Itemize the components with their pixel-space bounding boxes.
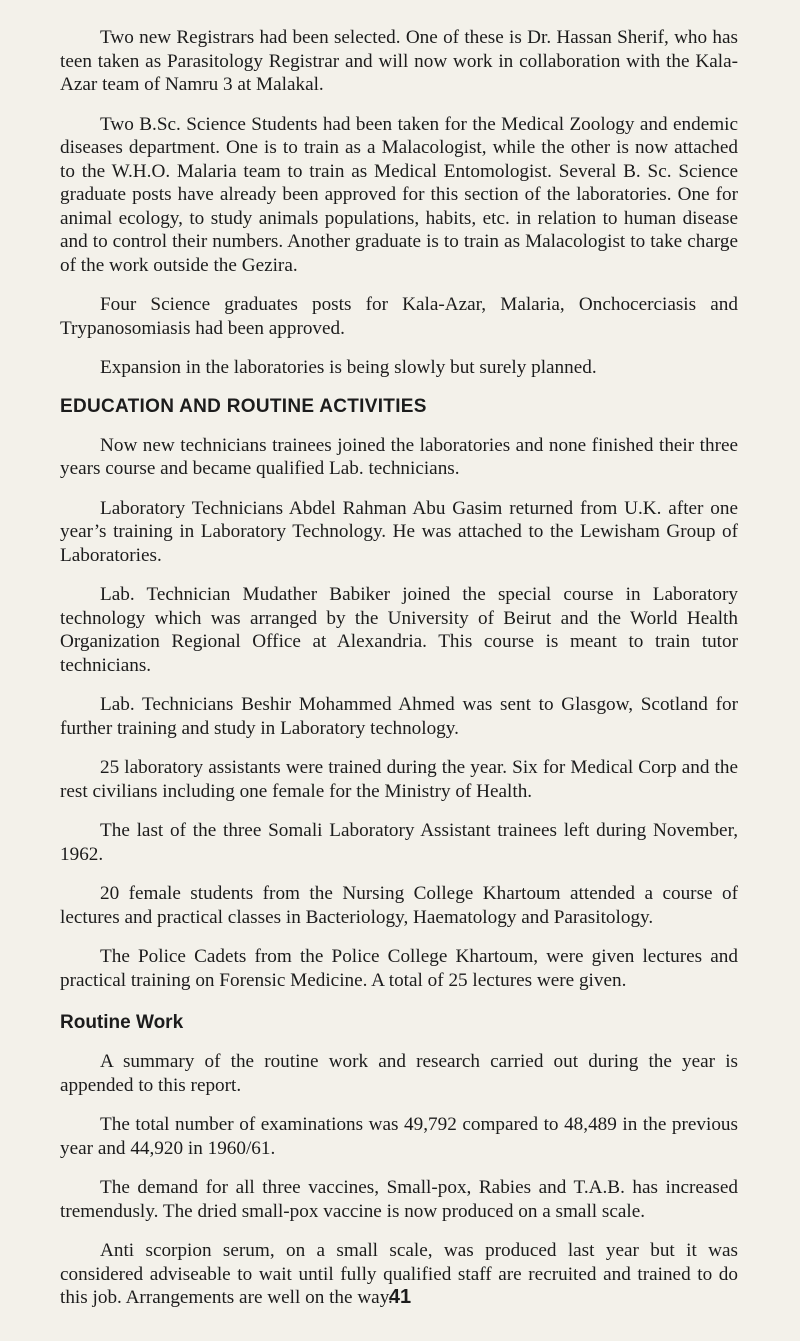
- paragraph-science-graduates: Four Science graduates posts for Kala-Azar, Malaria, Onchocerciasis and Trypanosomiasis had been approved.: [60, 294, 738, 339]
- paragraph-vaccines: The demand for all three vaccines, Small-pox, Rabies and T.A.B. has increased tremendusly. The dried small-pox vaccine is now produced on a small scale.: [60, 1177, 738, 1222]
- paragraph-anti-scorpion: Anti scorpion serum, on a small scale, was produced last year but it was considered adviseable to wait until fully qualified staff are recruited and trained to do this job. Arrangements are well on the way.: [60, 1240, 738, 1308]
- paragraph-examinations: The total number of examinations was 49,792 compared to 48,489 in the previous year and 44,920 in 1960/61.: [60, 1114, 738, 1159]
- paragraph-lab-assistants: 25 laboratory assistants were trained during the year. Six for Medical Corp and the rest civilians including one female for the Ministry of Health.: [60, 757, 738, 802]
- paragraph-mudather: Lab. Technician Mudather Babiker joined the special course in Laboratory technology which was arranged by the University of Beirut and the World Health Organization Regional Office at Alexandria. This course is meant to train tutor technicians.: [60, 584, 738, 676]
- education-heading: EDUCATION AND ROUTINE ACTIVITIES: [60, 395, 427, 417]
- paragraph-expansion: Expansion in the laboratories is being slowly but surely planned.: [100, 357, 597, 378]
- paragraph-bsc-students: Two B.Sc. Science Students had been taken for the Medical Zoology and endemic diseases department. One is to train as a Malacologist, while the other is now attached to the W.H.O. Malaria team to train as Medical Entomologist. Several B. Sc. Science graduate posts have already been approved for this section of the laboratories. One for animal ecology, to study animals populations, habits, etc. in relation to human disease and to control their numbers. Another graduate is to train as Malacologist to take charge of the work outside the Gezira.: [60, 113, 738, 276]
- paragraph-somali-trainees: The last of the three Somali Laboratory Assistant trainees left during November, 1962.: [60, 820, 738, 865]
- routine-heading: Routine Work: [60, 1012, 184, 1033]
- paragraph-police-cadets: The Police Cadets from the Police College Khartoum, were given lectures and practical training on Forensic Medicine. A total of 25 lectures were given.: [60, 946, 738, 991]
- paragraph-summary: A summary of the routine work and research carried out during the year is appended to this report.: [60, 1051, 738, 1096]
- paragraph-new-technicians: Now new technicians trainees joined the laboratories and none finished their three years course and became qualified Lab. technicians.: [60, 434, 738, 479]
- paragraph-abdel-rahman: Laboratory Technicians Abdel Rahman Abu Gasim returned from U.K. after one year’s training in Laboratory Technology. He was attached to the Lewisham Group of Laboratories.: [60, 497, 738, 566]
- paragraph-registrars: Two new Registrars had been selected. One of these is Dr. Hassan Sherif, who has teen taken as Parasitology Registrar and will now work in collaboration with the Kala-Azar team of Namru 3 at Malakal.: [60, 27, 738, 95]
- page-number: 41: [388, 1286, 412, 1308]
- paragraph-beshir: Lab. Technicians Beshir Mohammed Ahmed was sent to Glasgow, Scotland for further training and study in Laboratory technology.: [60, 694, 738, 739]
- paragraph-nursing-students: 20 female students from the Nursing College Khartoum attended a course of lectures and practical classes in Bacteriology, Haematology and Parasitology.: [60, 883, 738, 928]
